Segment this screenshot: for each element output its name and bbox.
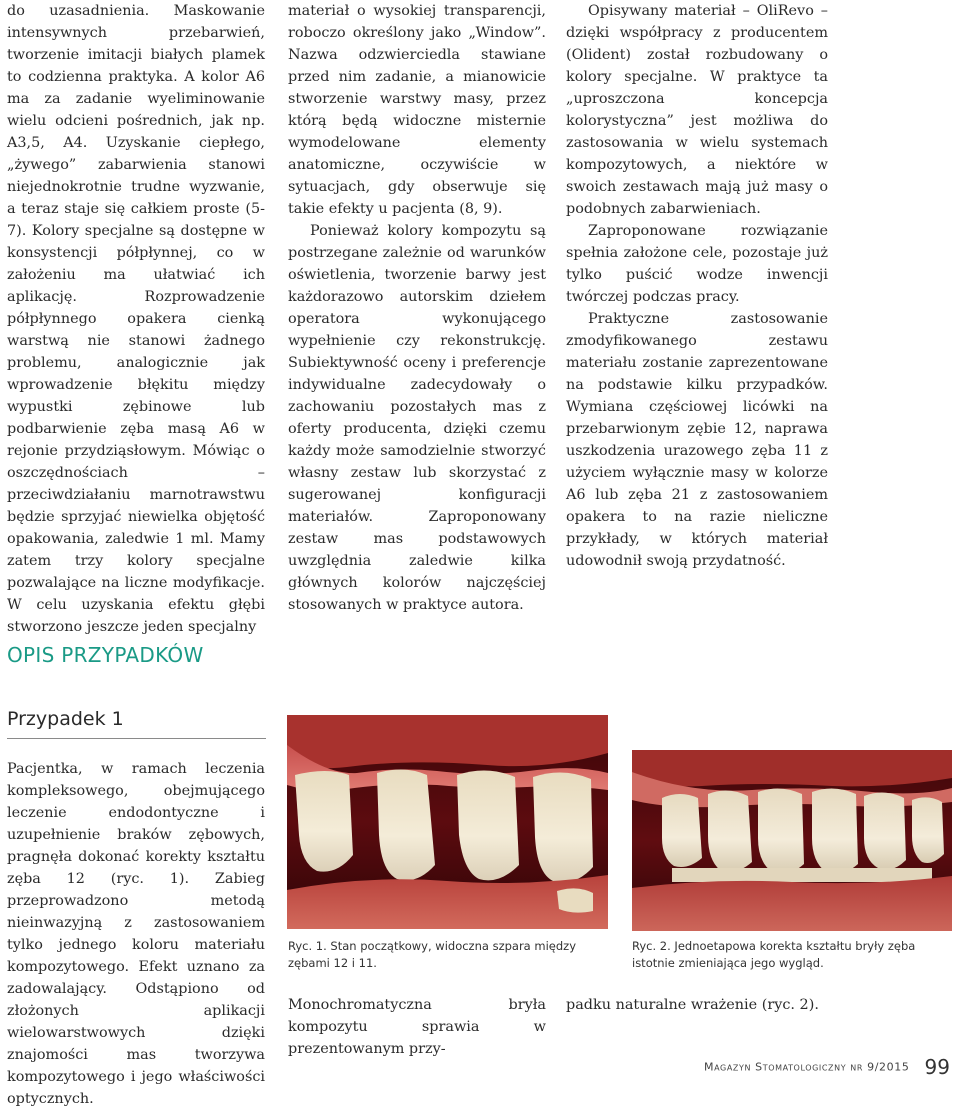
case-heading-rule <box>7 738 266 739</box>
magazine-name: Magazyn Stomatologiczny nr 9/2015 <box>704 1060 910 1074</box>
paragraph: Ponieważ kolory kompozytu są postrzegane zależnie od warunków oświetlenia, tworzenie barwy jest każdorazowo autorskim dziełem operatora wykonującego wypełnienie czy rekonstrukcję. Subiektywność oceny i preferencje indywidualne zadecydowały o zachowaniu pozostałych mas z oferty producenta, dzięki czemu każdy może samodzielnie stworzyć własny zestaw lub skorzystać z sugerowanej konfiguracji materiałów. Zaproponowany zestaw mas podstawowych uwzględnia zaledwie kilka głównych kolorów najczęściej stosowanych w praktyce autora. <box>288 223 546 613</box>
case-column-1 <box>7 758 265 1110</box>
case-column-3 <box>566 994 828 1016</box>
page-number: 99 <box>924 1055 950 1079</box>
section-heading: OPIS PRZYPADKÓW <box>7 643 204 667</box>
case-column-2 <box>288 994 546 1060</box>
paragraph: Praktyczne zastosowanie zmodyfikowanego zestawu materiału zostanie zaprezentowane na podstawie kilku przypadków. Wymiana częściowej licówki na przebarwionym zębie 12, naprawa uszkodzenia urazowego zęba 11 z użyciem wyłącznie masy w kolorze A6 lub zęba 21 z zastosowaniem opakera to na razie nieliczne przykłady, w których materiał udowodnił swoją przydatność. <box>566 311 828 569</box>
article-column-3 <box>566 0 828 572</box>
article-column-2 <box>288 0 546 616</box>
paragraph: Zaproponowane rozwiązanie spełnia założone cele, pozostaje już tylko puścić wodze inwencji twórczej podczas pracy. <box>566 223 828 305</box>
paragraph: Opisywany materiał – OliRevo – dzięki współpracy z producentem (Olident) został rozbudowany o kolory specjalne. W praktyce ta „uproszczona koncepcja kolorystyczna” jest możliwa do zastosowania w wielu systemach kompozytowych, a niektóre w swoich zestawach mają już masy o podobnych zabarwieniach. <box>566 3 828 217</box>
article-column-1 <box>7 0 265 638</box>
figure-2-caption: Ryc. 2. Jednoetapowa korekta kształtu bryły zęba istotnie zmieniająca jego wygląd. <box>632 939 916 970</box>
paragraph: do uzasadnienia. Maskowanie intensywnych przebarwień, tworzenie imitacji białych plamek to codzienna praktyka. A kolor A6 ma za zadanie wyeliminowanie wielu odcieni pośrednich, jak np. A3,5, A4. Uzyskanie ciepłego, „żywego” zabarwienia stanowi niejednokrotnie trudne wyzwanie, a teraz staje się całkiem proste (5-7). Kolory specjalne są dostępne w konsystencji półpłynnej, co w założeniu ma ułatwiać ich aplikację. Rozprowadzenie półpłynnego opakera cienką warstwą nie stanowi żadnego problemu, analogicznie jak wprowadzenie błękitu między wypustki zębinowe lub podbarwienie zęba masą A6 w rejonie przydziąsłowym. Mówiąc o oszczędnościach – przeciwdziałaniu marnotrawstwu będzie sprzyjać niewielka objętość opakowania, zaledwie 1 ml. Mamy zatem trzy kolory specjalne pozwalające na liczne modyfikacje. W celu uzyskania efektu głębi stworzono jeszcze jeden specjalny <box>7 3 265 635</box>
paragraph: padku naturalne wrażenie (ryc. 2). <box>566 997 819 1013</box>
figure-1-photo <box>287 715 608 929</box>
paragraph: materiał o wysokiej transparencji, roboczo określony jako „Window”. Nazwa odzwierciedla stawiane przed nim zadanie, a mianowicie stworzenie warstwy masy, przez którą będą widoczne misternie wymodelowane elementy anatomiczne, oczywiście w sytuacjach, gdy obserwuje się takie efekty u pacjenta (8, 9). <box>288 3 546 217</box>
case-heading: Przypadek 1 <box>7 708 124 730</box>
paragraph: Pacjentka, w ramach leczenia kompleksowego, obejmującego leczenie endodontyczne i uzupełnienie braków zębowych, pragnęła dokonać korekty kształtu zęba 12 (ryc. 1). Zabieg przeprowadzono metodą nieinwazyjną z zastosowaniem tylko jednego koloru materiału kompozytowego. Efekt uznano za zadowalający. Odstąpiono od złożonych aplikacji wielowarstwowych dzięki znajomości mas tworzywa kompozytowego i jego właściwości optycznych. <box>7 761 265 1107</box>
figure-2-photo <box>632 750 952 931</box>
figure-1-caption: Ryc. 1. Stan początkowy, widoczna szpara między zębami 12 i 11. <box>288 939 576 970</box>
paragraph: Monochromatyczna bryła kompozytu sprawia w prezentowanym przy- <box>288 997 546 1057</box>
page-footer <box>704 1055 950 1079</box>
